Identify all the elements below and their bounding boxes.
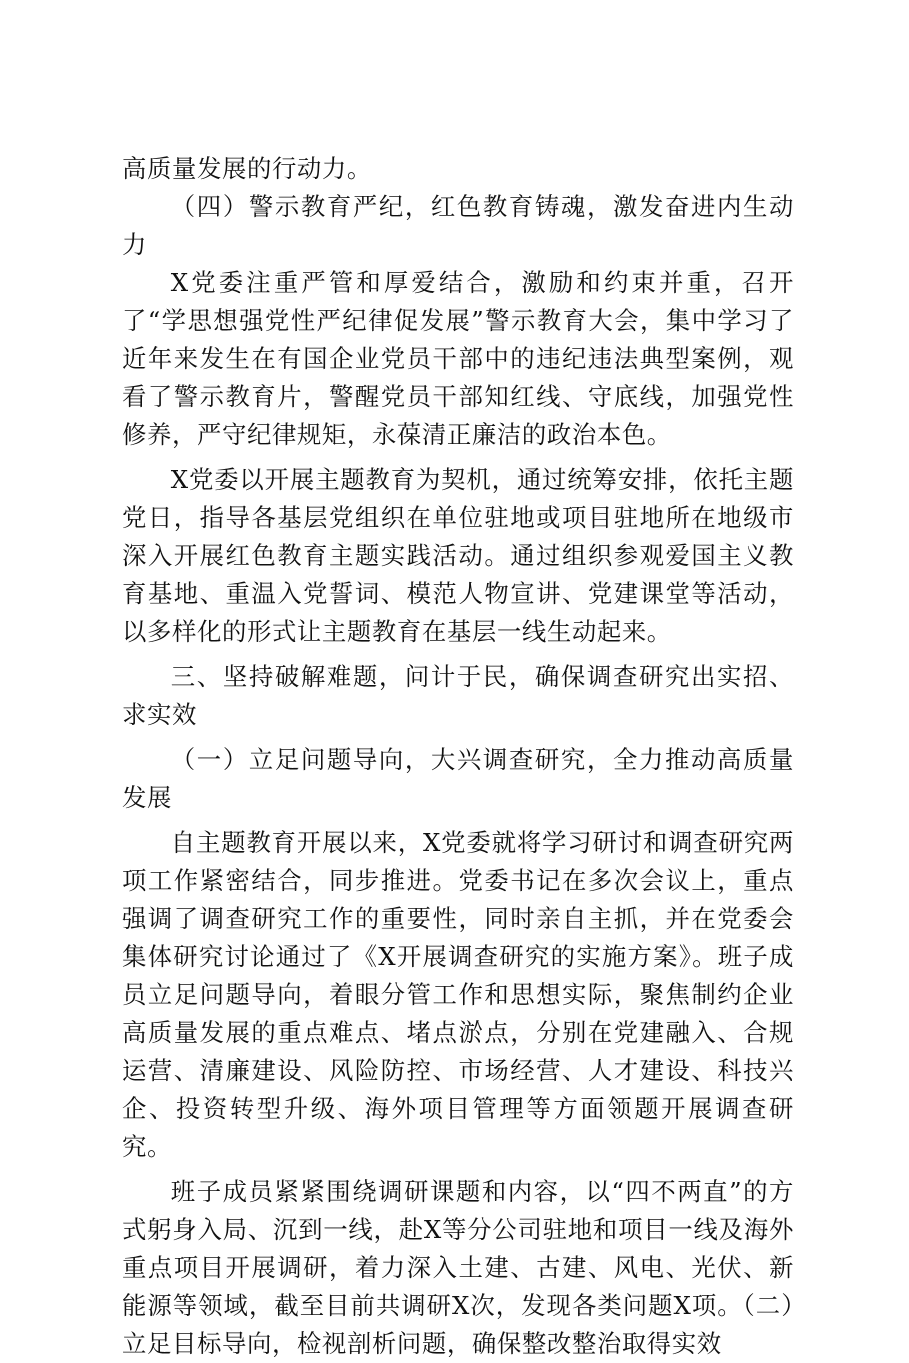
paragraph-warning-education: X党委注重严管和厚爱结合，激励和约束并重，召开了“学思想强党性严纪律促发展”警示教育大会，集中学习了近年来发生在有国企业党员干部中的违纪违法典型案例，观看了警示教育片，警醒党员干部知红线、守底线，加强党性修养，严守纪律规矩，永葆清正廉洁的政治本色。 xyxy=(122,268,794,449)
paragraph-research-team: 班子成员紧紧围绕调研课题和内容，以“四不两直”的方式躬身入局、沉到一线，赴X等分公司驻地和项目一线及海外重点项目开展调研，着力深入土建、古建、风电、光伏、新能源等领域，截至目前共调研X次，发现各类问题X项。（二）立足目标导向，检视剖析问题，确保整改整治取得实效 xyxy=(122,1177,794,1358)
section-heading-4: （四）警示教育严纪，红色教育铸魂，激发奋进内生动力 xyxy=(122,192,794,259)
section-heading-3-1: （一）立足问题导向，大兴调查研究，全力推动高质量发展 xyxy=(122,745,794,812)
document-body xyxy=(122,150,794,1363)
section-heading-3: 三、坚持破解难题，问计于民，确保调查研究出实招、求实效 xyxy=(122,662,794,729)
paragraph-red-education: X党委以开展主题教育为契机，通过统筹安排，依托主题党日，指导各基层党组织在单位驻地或项目驻地所在地级市深入开展红色教育主题实践活动。通过组织参观爱国主义教育基地、重温入党誓词、模范人物宣讲、党建课堂等活动，以多样化的形式让主题教育在基层一线生动起来。 xyxy=(122,465,794,646)
paragraph-continuation: 高质量发展的行动力。 xyxy=(122,154,372,183)
paragraph-research-start: 自主题教育开展以来，X党委就将学习研讨和调查研究两项工作紧密结合，同步推进。党委书记在多次会议上，重点强调了调查研究工作的重要性，同时亲自主抓，并在党委会集体研究讨论通过了《X开展调查研究的实施方案》。班子成员立足问题导向，着眼分管工作和思想实际，聚焦制约企业高质量发展的重点难点、堵点淤点，分别在党建融入、合规运营、清廉建设、风险防控、市场经营、人才建设、科技兴企、投资转型升级、海外项目管理等方面领题开展调查研究。 xyxy=(122,828,794,1161)
